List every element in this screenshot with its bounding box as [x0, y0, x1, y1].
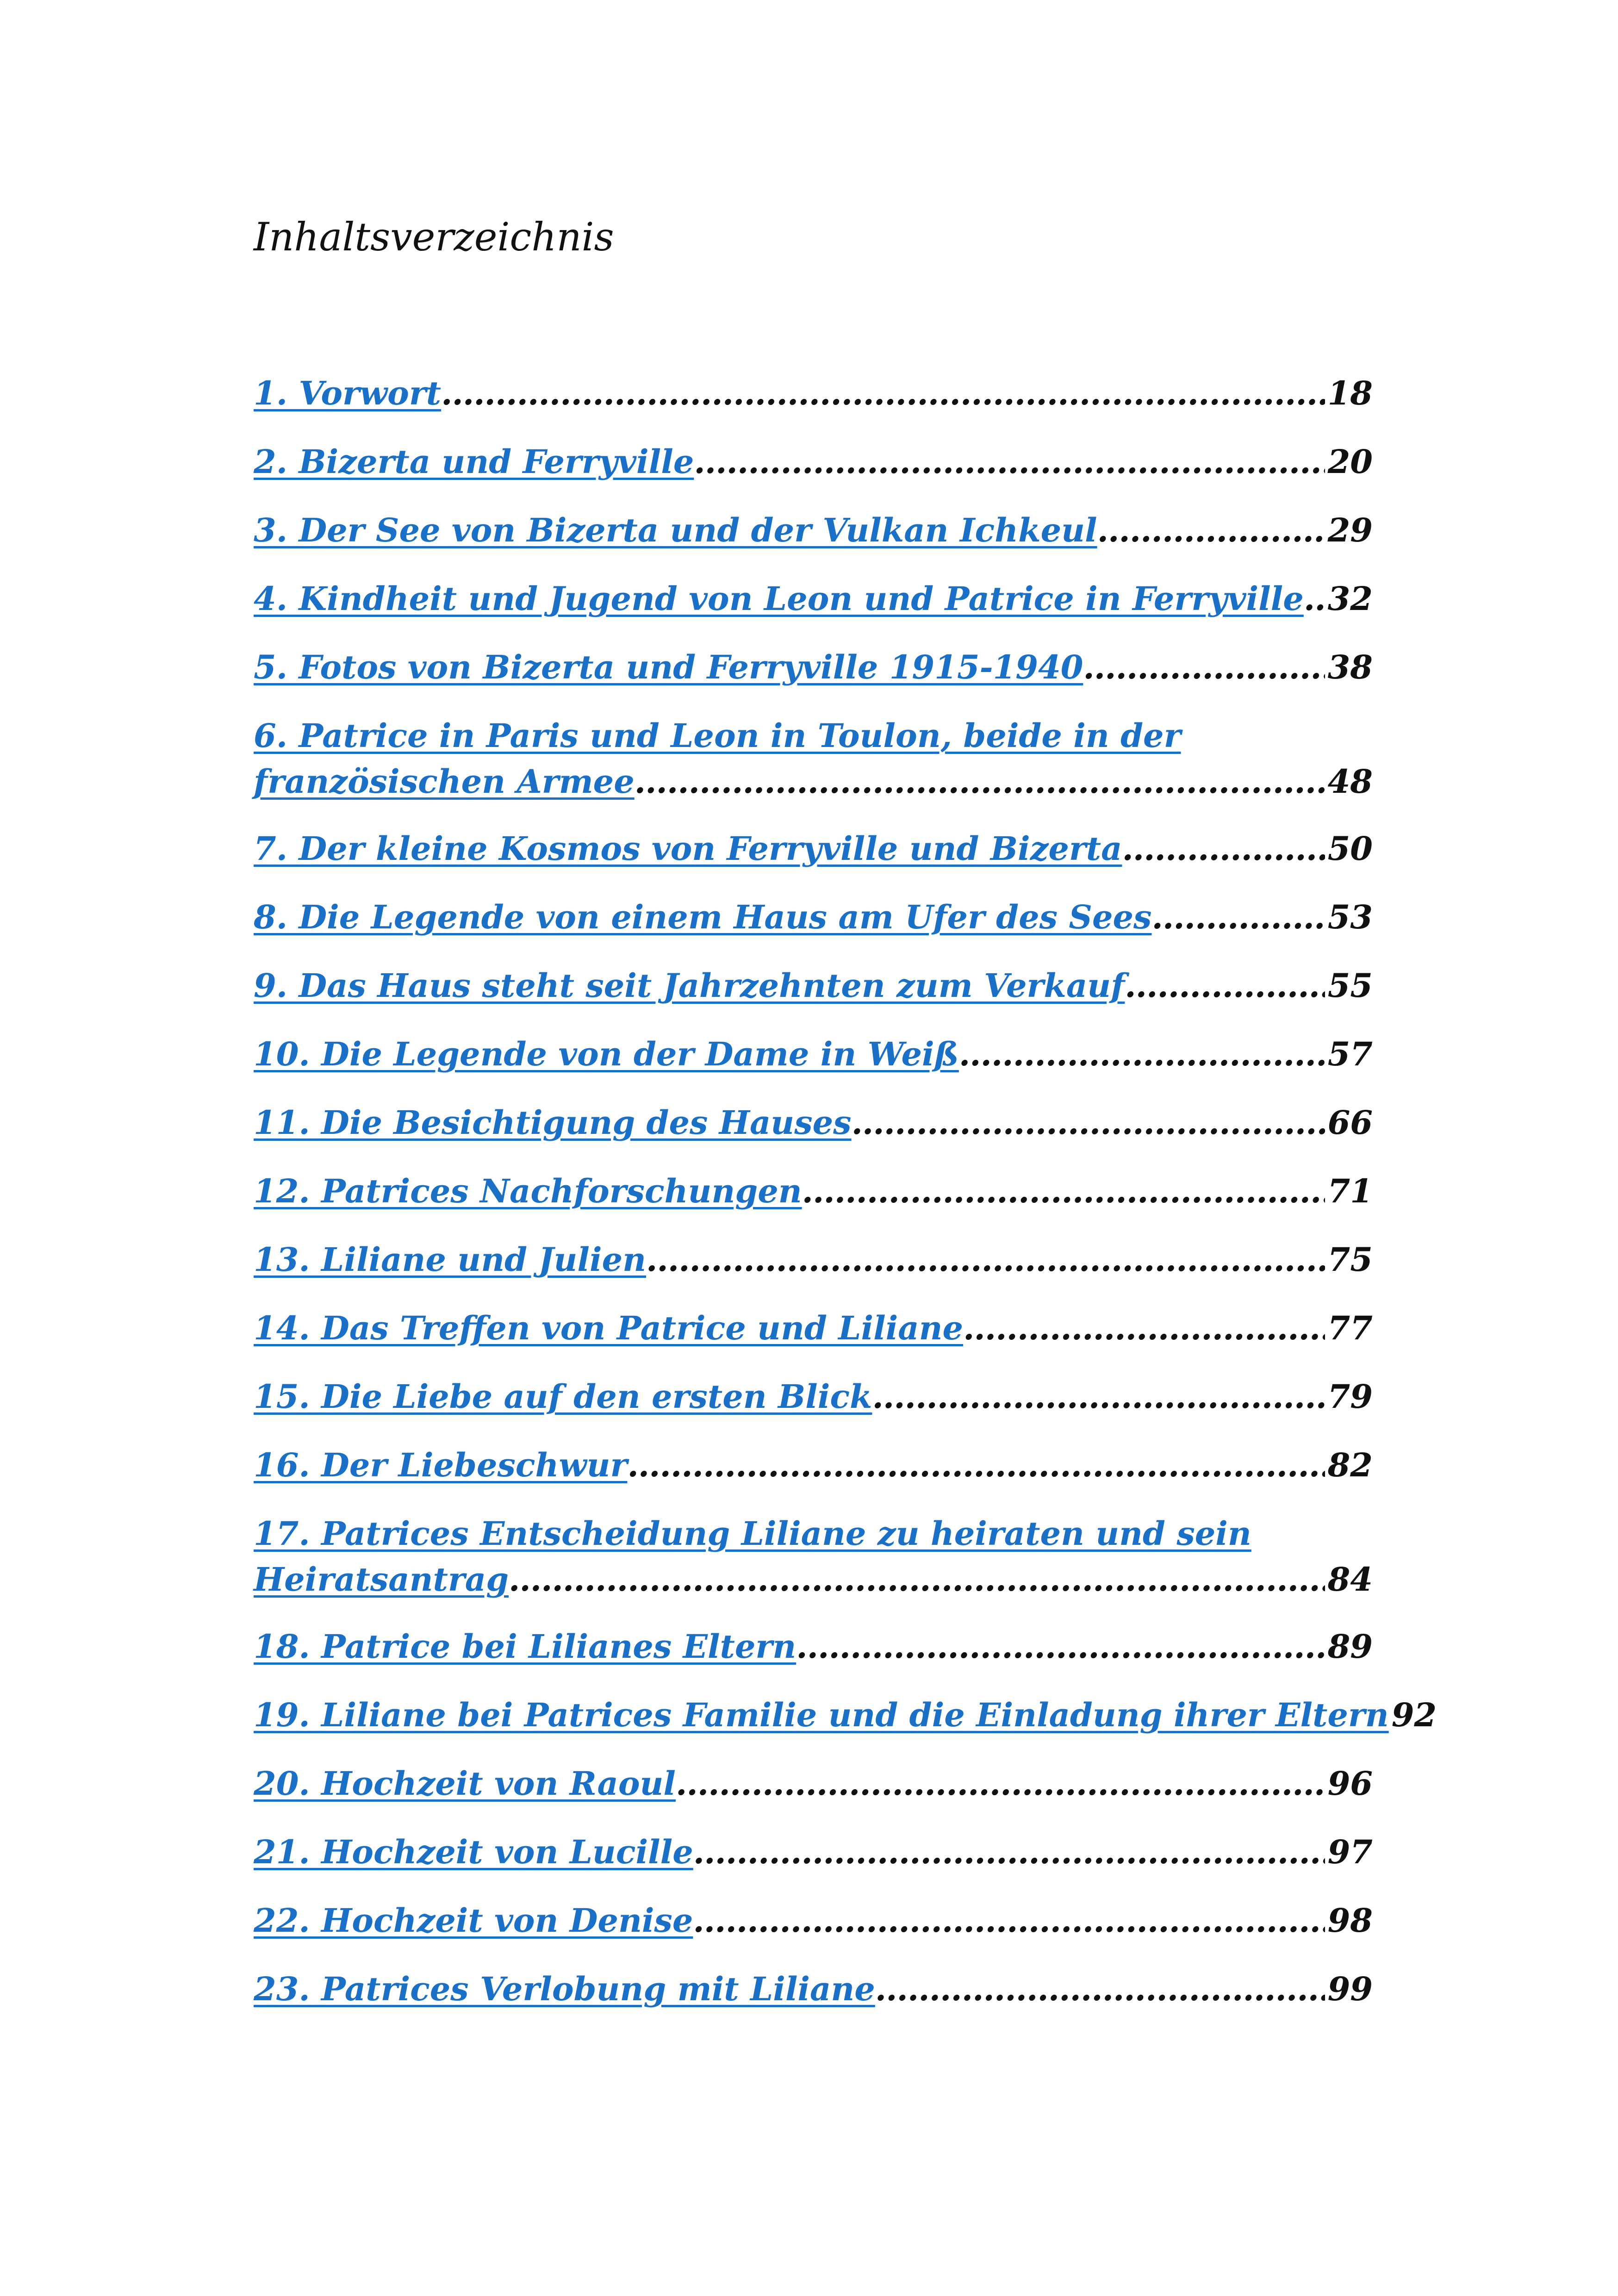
toc-link-paris-toulon[interactable]: 6. Patrice in Paris und Leon in Toulon, beide in der: [254, 716, 1181, 755]
toc-row: [254, 507, 1373, 553]
dot-leader: [1097, 507, 1325, 553]
dot-leader: [509, 1556, 1325, 1602]
toc-entry: [254, 1624, 1373, 1669]
toc-entry: [254, 1442, 1373, 1488]
toc-link-erster-blick[interactable]: 15. Die Liebe auf den ersten Blick: [254, 1377, 872, 1416]
toc-entry: [254, 1761, 1373, 1806]
toc-link-verkauf[interactable]: 9. Das Haus steht seit Jahrzehnten zum Verkauf: [254, 966, 1125, 1005]
toc-link-liliane-julien[interactable]: 13. Liliane und Julien: [254, 1240, 647, 1279]
page-number: 79: [1327, 1377, 1373, 1416]
toc-row: [254, 1624, 1373, 1669]
toc-row: [254, 1442, 1373, 1488]
toc-row: [254, 370, 1373, 416]
toc-row: [254, 1168, 1373, 1214]
page-number: 84: [1327, 1560, 1373, 1599]
toc-heading: Inhaltsverzeichnis: [254, 214, 614, 260]
toc-entry: [254, 963, 1373, 1008]
toc-link-vorwort[interactable]: 1. Vorwort: [254, 374, 442, 412]
toc-row: [254, 1031, 1373, 1077]
toc-entry: [254, 507, 1373, 553]
dot-leader: [1304, 576, 1325, 622]
dot-leader: [627, 1442, 1325, 1488]
dot-leader: [693, 1898, 1325, 1943]
toc-entry: [254, 894, 1373, 940]
toc-row: [254, 1761, 1373, 1806]
toc-link-patrices-familie[interactable]: 19. Liliane bei Patrices Familie und die Einladung ihrer Eltern: [254, 1696, 1389, 1734]
dot-leader: [635, 759, 1325, 804]
page-number: 92: [1391, 1696, 1437, 1734]
toc-link-hochzeit-denise[interactable]: 22. Hochzeit von Denise: [254, 1901, 693, 1940]
toc-link-legende-haus[interactable]: 8. Die Legende von einem Haus am Ufer des Sees: [254, 898, 1152, 936]
page-number: 29: [1327, 511, 1373, 549]
page-number: 96: [1327, 1764, 1373, 1803]
page-number: 55: [1327, 966, 1373, 1005]
page-number: 53: [1327, 898, 1373, 936]
toc-row: [254, 963, 1373, 1008]
toc-link-hochzeit-lucille[interactable]: 21. Hochzeit von Lucille: [254, 1833, 693, 1871]
page-number: 77: [1327, 1309, 1373, 1347]
toc-row: [254, 1237, 1373, 1282]
dot-leader: [796, 1624, 1325, 1669]
toc-link-lilianes-eltern[interactable]: 18. Patrice bei Lilianes Eltern: [254, 1627, 797, 1666]
toc-entry: [254, 1168, 1373, 1214]
toc-link-treffen[interactable]: 14. Das Treffen von Patrice und Liliane: [254, 1309, 964, 1347]
toc-link-liebeschwur[interactable]: 16. Der Liebeschwur: [254, 1446, 628, 1484]
toc-entry: [254, 1692, 1437, 1738]
toc-link-nachforschungen[interactable]: 12. Patrices Nachforschungen: [254, 1172, 802, 1210]
toc-entry: [254, 826, 1373, 871]
toc-entry: [254, 1829, 1373, 1875]
dot-leader: [852, 1100, 1325, 1145]
toc-row: [254, 1966, 1373, 2012]
dot-leader: [676, 1761, 1325, 1806]
page-number: 18: [1327, 374, 1373, 412]
toc-link-entscheidung-cont[interactable]: Heiratsantrag: [254, 1560, 509, 1599]
toc-entry: [254, 1898, 1373, 1943]
page-number: 75: [1327, 1240, 1373, 1279]
page-number: 48: [1327, 762, 1373, 801]
toc-row: [254, 644, 1373, 690]
toc-link-besichtigung[interactable]: 11. Die Besichtigung des Hauses: [254, 1103, 852, 1142]
toc-entry: [254, 1511, 1373, 1602]
toc-entry: [254, 1966, 1373, 2012]
toc-entry: [254, 370, 1373, 416]
dot-leader: [1122, 826, 1325, 871]
toc-entry: [254, 439, 1373, 485]
toc-link-paris-toulon-cont[interactable]: französischen Armee: [254, 762, 635, 801]
toc-row: [254, 439, 1373, 485]
toc-link-see-vulkan[interactable]: 3. Der See von Bizerta und der Vulkan Ichkeul: [254, 511, 1097, 549]
toc-entry: [254, 1237, 1373, 1282]
page-number: 82: [1327, 1446, 1373, 1484]
dot-leader: [959, 1031, 1325, 1077]
toc-row: [254, 1829, 1373, 1875]
dot-leader: [963, 1305, 1325, 1351]
toc-entry: [254, 1305, 1373, 1351]
toc-row: [254, 1692, 1437, 1738]
toc-row: [254, 1100, 1373, 1145]
page-number: 38: [1327, 648, 1373, 686]
toc-row: [254, 1374, 1373, 1419]
page-number: 57: [1327, 1035, 1373, 1073]
toc-link-hochzeit-raoul[interactable]: 20. Hochzeit von Raoul: [254, 1764, 676, 1803]
dot-leader: [1125, 963, 1325, 1008]
dot-leader: [1083, 644, 1325, 690]
toc-row: [254, 1556, 1373, 1602]
dot-leader: [1151, 894, 1325, 940]
page-number: 20: [1327, 442, 1373, 481]
toc-entry: [254, 1100, 1373, 1145]
page-number: 89: [1327, 1627, 1373, 1666]
page-number: 98: [1327, 1901, 1373, 1940]
page-number: 66: [1327, 1103, 1373, 1142]
toc-row: [254, 576, 1373, 622]
dot-leader: [646, 1237, 1325, 1282]
toc-link-entscheidung[interactable]: 17. Patrices Entscheidung Liliane zu heiraten und sein: [254, 1514, 1251, 1553]
toc-entry: [254, 644, 1373, 690]
toc-row: [254, 826, 1373, 871]
toc-row: [254, 894, 1373, 940]
dot-leader: [872, 1374, 1325, 1419]
toc-link-verlobung[interactable]: 23. Patrices Verlobung mit Liliane: [254, 1970, 875, 2008]
page-number: 71: [1327, 1172, 1373, 1210]
toc-entry: [254, 713, 1373, 804]
toc-entry: [254, 576, 1373, 622]
dot-leader: [875, 1966, 1325, 2012]
toc-row: [254, 1305, 1373, 1351]
toc-link-bizerta-ferryville[interactable]: 2. Bizerta und Ferryville: [254, 442, 694, 481]
toc-link-kosmos[interactable]: 7. Der kleine Kosmos von Ferryville und Bizerta: [254, 829, 1122, 868]
page-number: 99: [1327, 1970, 1373, 2008]
page-number: 32: [1327, 579, 1373, 618]
toc-link-fotos[interactable]: 5. Fotos von Bizerta und Ferryville 1915-1940: [254, 648, 1083, 686]
dot-leader: [441, 370, 1325, 416]
page-number: 50: [1327, 829, 1373, 868]
toc-entry: [254, 1031, 1373, 1077]
page-number: 97: [1327, 1833, 1373, 1871]
table-of-contents: [254, 370, 1437, 2035]
dot-leader: [694, 439, 1325, 485]
toc-row: [254, 759, 1373, 804]
toc-row: [254, 1898, 1373, 1943]
dot-leader: [693, 1829, 1325, 1875]
toc-entry: [254, 1374, 1373, 1419]
toc-link-dame-in-weiss[interactable]: 10. Die Legende von der Dame in Weiß: [254, 1035, 959, 1073]
dot-leader: [802, 1168, 1325, 1214]
toc-link-kindheit-jugend[interactable]: 4. Kindheit und Jugend von Leon und Patrice in Ferryville: [254, 579, 1304, 618]
